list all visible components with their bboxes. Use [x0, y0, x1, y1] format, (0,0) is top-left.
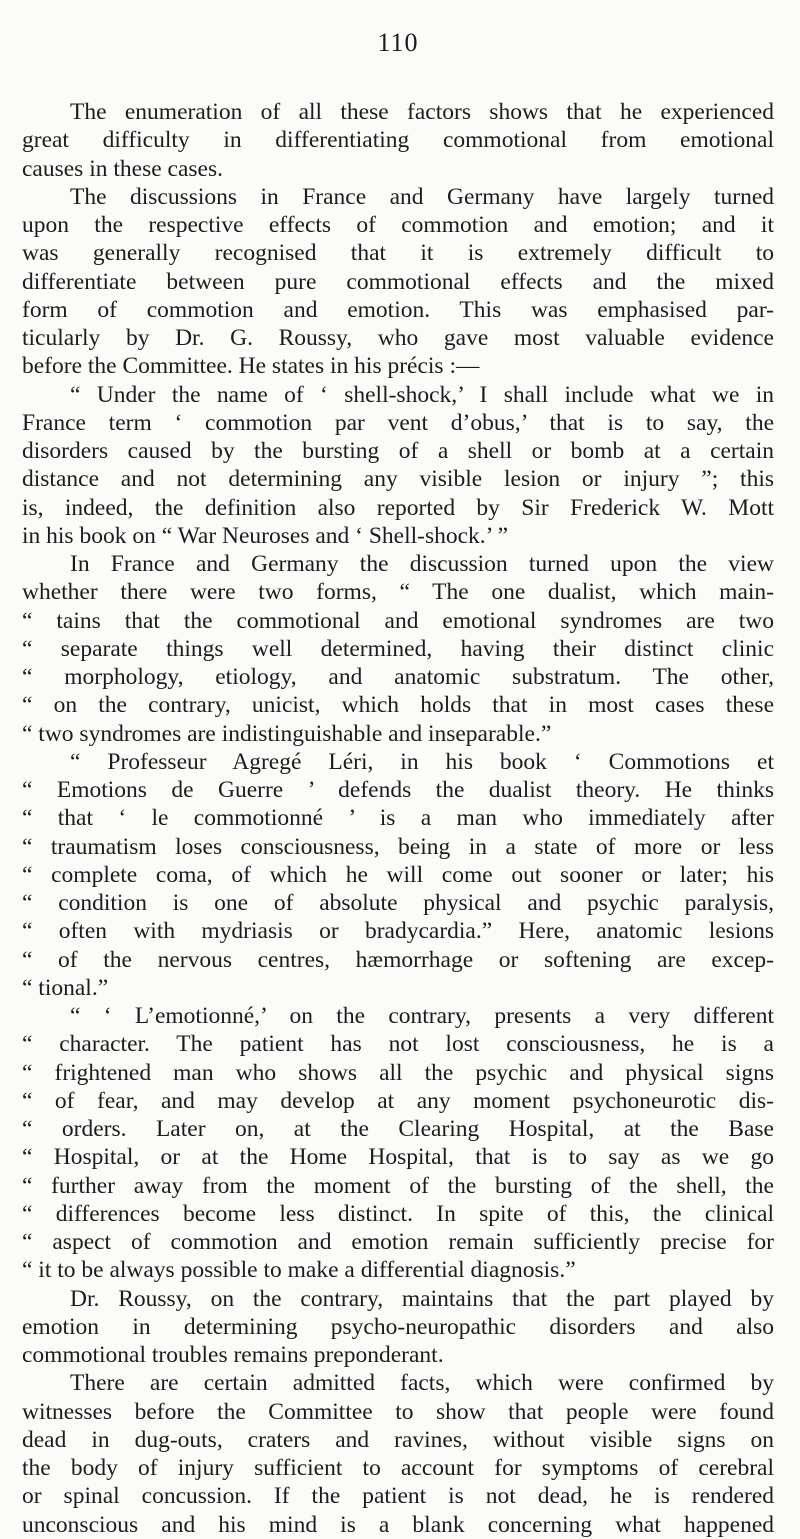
text-line: unconscious and his mind is a blank concerning what happened	[22, 1511, 774, 1538]
page-number: 110	[377, 28, 419, 57]
text-line: “ tains that the commotional and emotional syndromes are two	[22, 607, 774, 634]
text-line: Dr. Roussy, on the contrary, maintains that the part played by	[70, 1285, 774, 1312]
text-line: “ that ‘ le commotionné ’ is a man who immediately after	[22, 805, 774, 832]
book-page	[22, 28, 774, 1539]
text-line: commotional troubles remains preponderant.	[22, 1342, 444, 1368]
text-line: “ differences become less distinct. In spite of this, the clinical	[22, 1200, 774, 1227]
text-line: “ often with mydriasis or bradycardia.” Here, anatomic lesions	[22, 918, 774, 945]
text-line: “ tional.”	[22, 974, 109, 1001]
text-line: France term ‘ commotion par vent d’obus,’ that is to say, the	[22, 409, 774, 436]
text-line: ticularly by Dr. G. Roussy, who gave most valuable evidence	[22, 325, 774, 351]
text-line: “ character. The patient has not lost consciousness, he is a	[22, 1031, 774, 1058]
text-line: “ on the contrary, unicist, which holds that in most cases these	[22, 692, 774, 719]
text-line: causes in these cases.	[22, 155, 223, 182]
text-line: great difficulty in differentiating commotional from emotional	[22, 127, 774, 154]
text-line: differentiate between pure commotional effects and the mixed	[22, 268, 774, 295]
text-line: emotion in determining psycho-neuropathic disorders and also	[22, 1313, 774, 1340]
body-text	[22, 98, 774, 1539]
text-line: “ orders. Later on, at the Clearing Hospital, at the Base	[22, 1116, 774, 1142]
text-line: dead in dug-outs, craters and ravines, without visible signs on	[22, 1426, 774, 1453]
text-line: “ separate things well determined, having their distinct clinic	[22, 635, 774, 662]
text-line: in his book on “ War Neuroses and ‘ Shell-shock.’ ”	[22, 522, 509, 549]
text-line: upon the respective effects of commotion and emotion; and it	[22, 212, 774, 238]
text-line: distance and not determining any visible lesion or injury ”; this	[22, 466, 774, 493]
text-line: “ ‘ L’emotionné,’ on the contrary, presents a very different	[70, 1003, 774, 1029]
text-line: In France and Germany the discussion turned upon the view	[70, 551, 774, 577]
text-line: The discussions in France and Germany have largely turned	[70, 183, 774, 210]
text-line: “ Under the name of ‘ shell-shock,’ I shall include what we in	[70, 381, 774, 408]
text-line: “ complete coma, of which he will come out sooner or later; his	[22, 861, 774, 888]
text-line: There are certain admitted facts, which were confirmed by	[70, 1370, 774, 1397]
text-line: whether there were two forms, “ The one dualist, which main-	[22, 579, 774, 606]
text-line: “ aspect of commotion and emotion remain sufficiently precise for	[22, 1229, 774, 1255]
text-line: form of commotion and emotion. This was emphasised par-	[22, 296, 774, 323]
text-line: was generally recognised that it is extremely difficult to	[22, 240, 774, 267]
text-line: “ two syndromes are indistinguishable and inseparable.”	[22, 720, 552, 747]
text-line: “ Hospital, or at the Home Hospital, that is to say as we go	[22, 1144, 774, 1171]
text-line: “ further away from the moment of the bursting of the shell, the	[22, 1172, 774, 1199]
text-line: “ morphology, etiology, and anatomic substratum. The other,	[22, 664, 774, 690]
text-line: “ it to be always possible to make a differential diagnosis.”	[22, 1257, 576, 1284]
text-line: disorders caused by the bursting of a shell or bomb at a certain	[22, 438, 774, 464]
text-line: before the Committee. He states in his précis :—	[22, 353, 480, 380]
text-line: “ Emotions de Guerre ’ defends the dualist theory. He thinks	[22, 777, 774, 803]
text-line: or spinal concussion. If the patient is not dead, he is rendered	[22, 1483, 774, 1510]
text-line: “ of fear, and may develop at any moment psychoneurotic dis-	[22, 1087, 774, 1114]
text-line: The enumeration of all these factors shows that he experienced	[70, 99, 774, 125]
text-line: “ frightened man who shows all the psychic and physical signs	[22, 1059, 774, 1086]
text-line: “ traumatism loses consciousness, being in a state of more or less	[22, 833, 774, 860]
text-line: witnesses before the Committee to show that people were found	[22, 1398, 774, 1425]
text-line: is, indeed, the definition also reported by Sir Frederick W. Mott	[22, 494, 774, 521]
text-line: “ Professeur Agregé Léri, in his book ‘ Commotions et	[70, 748, 774, 775]
text-line: “ of the nervous centres, hæmorrhage or softening are excep-	[22, 946, 774, 973]
text-line: “ condition is one of absolute physical and psychic paralysis,	[22, 890, 774, 916]
text-line: the body of injury sufficient to account for symptoms of cerebral	[22, 1455, 774, 1481]
